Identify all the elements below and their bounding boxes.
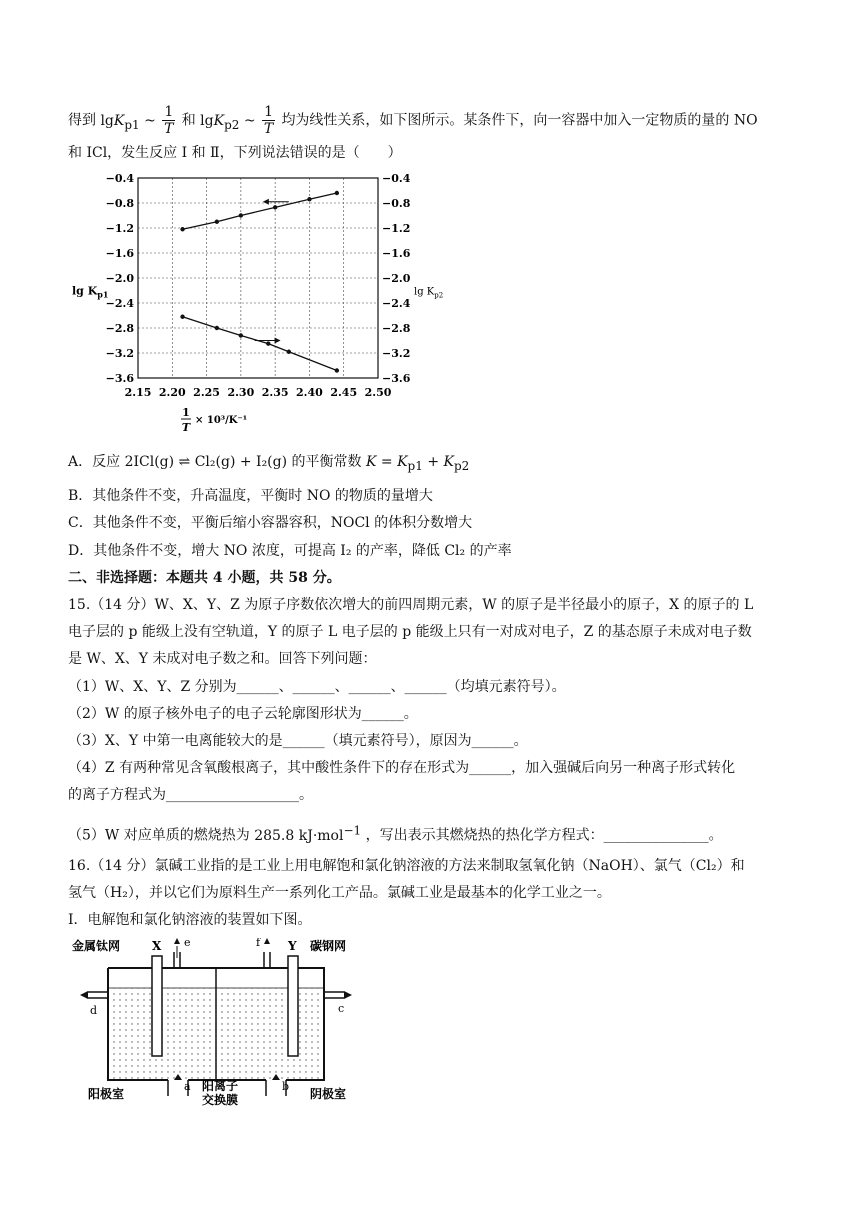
outlet-c	[324, 992, 344, 998]
electrolysis-svg	[70, 938, 370, 1108]
y-tick-label-left: −0.8	[105, 197, 134, 210]
q15-line-2: 电子层的 p 能级上没有空轨道，Y 的原子 L 电子层的 p 能级上只有一对成对电子，Z 的基态原子未成对电子数	[68, 624, 752, 640]
option-a-mid: 的平衡常数	[291, 454, 362, 470]
electrolysis-diagram	[70, 938, 370, 1108]
y-tick-label-left: −3.6	[105, 372, 134, 385]
intro-line-2: 和 ICl，发生反应 Ⅰ 和 Ⅱ，下列说法错误的是（ ）	[68, 145, 402, 161]
label-cathode-chamber: 阴极室	[310, 1087, 347, 1101]
series-point-1	[307, 197, 311, 201]
arrow-head-1	[263, 199, 269, 205]
outlet-d	[88, 992, 108, 998]
y-tick-label-right: −0.8	[382, 197, 411, 210]
series-point-1	[335, 191, 339, 195]
x-tick-label: 2.30	[227, 386, 255, 399]
lgk-chart	[68, 168, 468, 438]
y-tick-label-left: −0.4	[105, 172, 134, 185]
label-membrane-2: 交换膜	[202, 1093, 239, 1107]
q15-sub-2: （2）W 的原子核外电子的电子云轮廓图形状为______。	[68, 706, 418, 722]
q15-sub-5-value: 285.8 kJ·mol$^{-1}$	[254, 823, 362, 844]
q15-line-3: 是 W、X、Y 未成对电子数之和。回答下列问题：	[68, 651, 377, 667]
x-axis-label-num: 1	[182, 406, 190, 419]
intro-and: 和	[181, 112, 196, 129]
label-d: d	[90, 1004, 98, 1017]
x-tick-label: 2.20	[158, 386, 186, 399]
option-a	[68, 452, 469, 476]
label-x: X	[152, 939, 162, 953]
y-tick-label-right: −0.4	[382, 172, 411, 185]
intro-line-1	[68, 104, 758, 137]
label-e: e	[184, 938, 191, 949]
series-line-2	[183, 317, 337, 371]
label-f: f	[256, 938, 261, 949]
option-a-formula: $K = K_{p1} + K_{p2}$	[365, 454, 470, 473]
label-anode-chamber: 阳极室	[88, 1087, 125, 1101]
series-point-1	[215, 220, 219, 224]
q15-sub-5-prefix: （5）W 对应单质的燃烧热为	[68, 827, 250, 844]
series-line-1	[183, 193, 337, 229]
intro-suffix: 均为线性关系，如下图所示。某条件下，向一容器中加入一定物质的量的 NO	[281, 112, 758, 129]
x-tick-label: 2.40	[296, 386, 323, 399]
math-lgkp1-relation: lgK$_{p1}$ ~ $\frac{1}{T}$	[100, 104, 174, 137]
option-c: C．其他条件不变，平衡后缩小容器容积，NOCl 的体积分数增大	[68, 515, 473, 531]
y-tick-label-left: −2.0	[105, 272, 134, 285]
y-tick-label-left: −2.8	[105, 322, 134, 335]
y-tick-label-left: −1.6	[105, 247, 134, 260]
x-tick-label: 2.45	[330, 386, 358, 399]
option-d: D．其他条件不变，增大 NO 浓度，可提高 I₂ 的产率，降低 Cl₂ 的产率	[68, 543, 512, 559]
anode-electrode	[152, 956, 162, 1056]
series-point-1	[273, 205, 277, 209]
q16-line-3: Ⅰ．电解饱和氯化钠溶液的装置如下图。	[68, 912, 312, 928]
math-lgkp2-relation: lgK$_{p2}$ ~ $\frac{1}{T}$	[200, 104, 274, 137]
y-axis-label-left-sub: p1	[97, 289, 109, 300]
q15-sub-5-suffix: ，写出表示其燃烧热的热化学方程式：_______________。	[365, 827, 723, 844]
x-tick-label: 2.50	[364, 386, 392, 399]
x-tick-label: 2.15	[124, 386, 152, 399]
chart-svg	[68, 168, 468, 438]
x-axis-label-units: × 10³/K⁻¹	[195, 415, 248, 426]
label-titanium-mesh: 金属钛网	[72, 939, 121, 953]
y-tick-label-left: −1.2	[105, 222, 134, 235]
y-tick-label-right: −2.0	[382, 272, 411, 285]
series-point-2	[335, 368, 339, 372]
label-a: a	[184, 1080, 191, 1093]
label-membrane-1: 阳离子	[202, 1079, 239, 1093]
series-point-1	[180, 227, 184, 231]
x-axis-label-den: T	[181, 421, 191, 434]
y-axis-label-left: $\lg K_{p1}$	[72, 284, 109, 300]
intro-prefix: 得到	[68, 112, 96, 129]
option-a-prefix: A．反应	[68, 454, 121, 470]
section-2-heading: 二、非选择题：本题共 4 小题，共 58 分。	[68, 570, 341, 586]
y-axis-label-right-sub: p2	[434, 291, 444, 300]
y-tick-label-right: −3.2	[382, 347, 411, 360]
y-tick-label-right: −1.2	[382, 222, 411, 235]
x-tick-label: 2.25	[193, 386, 220, 399]
series-point-2	[287, 350, 291, 354]
y-tick-label-left: −2.4	[105, 297, 134, 310]
label-y: Y	[288, 939, 297, 953]
label-c: c	[338, 1002, 345, 1015]
y-tick-label-right: −2.8	[382, 322, 411, 335]
series-point-2	[215, 326, 219, 330]
q15-sub-5	[68, 820, 723, 846]
series-point-2	[266, 341, 270, 345]
series-point-2	[239, 333, 243, 337]
series-point-1	[239, 213, 243, 217]
q15-sub-4b: 的离子方程式为___________________。	[68, 787, 313, 803]
y-tick-label-right: −2.4	[382, 297, 411, 310]
q16-line-2: 氢气（H₂），并以它们为原料生产一系列化工产品。氯碱工业是最基本的化学工业之一。	[68, 885, 611, 901]
label-b: b	[282, 1080, 290, 1093]
y-axis-label-right: $\lg K_{p2}$	[414, 286, 444, 300]
q15-sub-1: （1）W、X、Y、Z 分别为______、______、______、______（均填元素符号）。	[68, 679, 566, 695]
outlet-f	[264, 952, 270, 968]
option-a-equation: 2ICl(g) ⇌ Cl₂(g) + I₂(g)	[124, 454, 288, 470]
q15-line-1: 15.（14 分）W、X、Y、Z 为原子序数依次增大的前四周期元素，W 的原子是半径最小的原子，X 的原子的 L	[68, 597, 754, 613]
label-carbon-steel-mesh: 碳钢网	[310, 939, 347, 953]
y-tick-label-right: −3.6	[382, 372, 411, 385]
x-tick-label: 2.35	[261, 386, 289, 399]
q16-line-1: 16.（14 分）氯碱工业指的是工业上用电解饱和氯化钠溶液的方法来制取氢氧化钠（NaOH）、氯气（Cl₂）和	[68, 858, 745, 874]
series-point-2	[180, 315, 184, 319]
option-b: B．其他条件不变，升高温度，平衡时 NO 的物质的量增大	[68, 488, 433, 504]
q15-sub-4a: （4）Z 有两种常见含氧酸根离子，其中酸性条件下的存在形式为______，加入强碱后向另一种离子形式转化	[68, 760, 736, 776]
arrow-head-2	[275, 338, 281, 344]
y-tick-label-left: −3.2	[105, 347, 134, 360]
y-tick-label-right: −1.6	[382, 247, 411, 260]
cathode-electrode	[288, 956, 298, 1056]
q15-sub-3: （3）X、Y 中第一电离能较大的是______（填元素符号），原因为______。	[68, 733, 528, 749]
